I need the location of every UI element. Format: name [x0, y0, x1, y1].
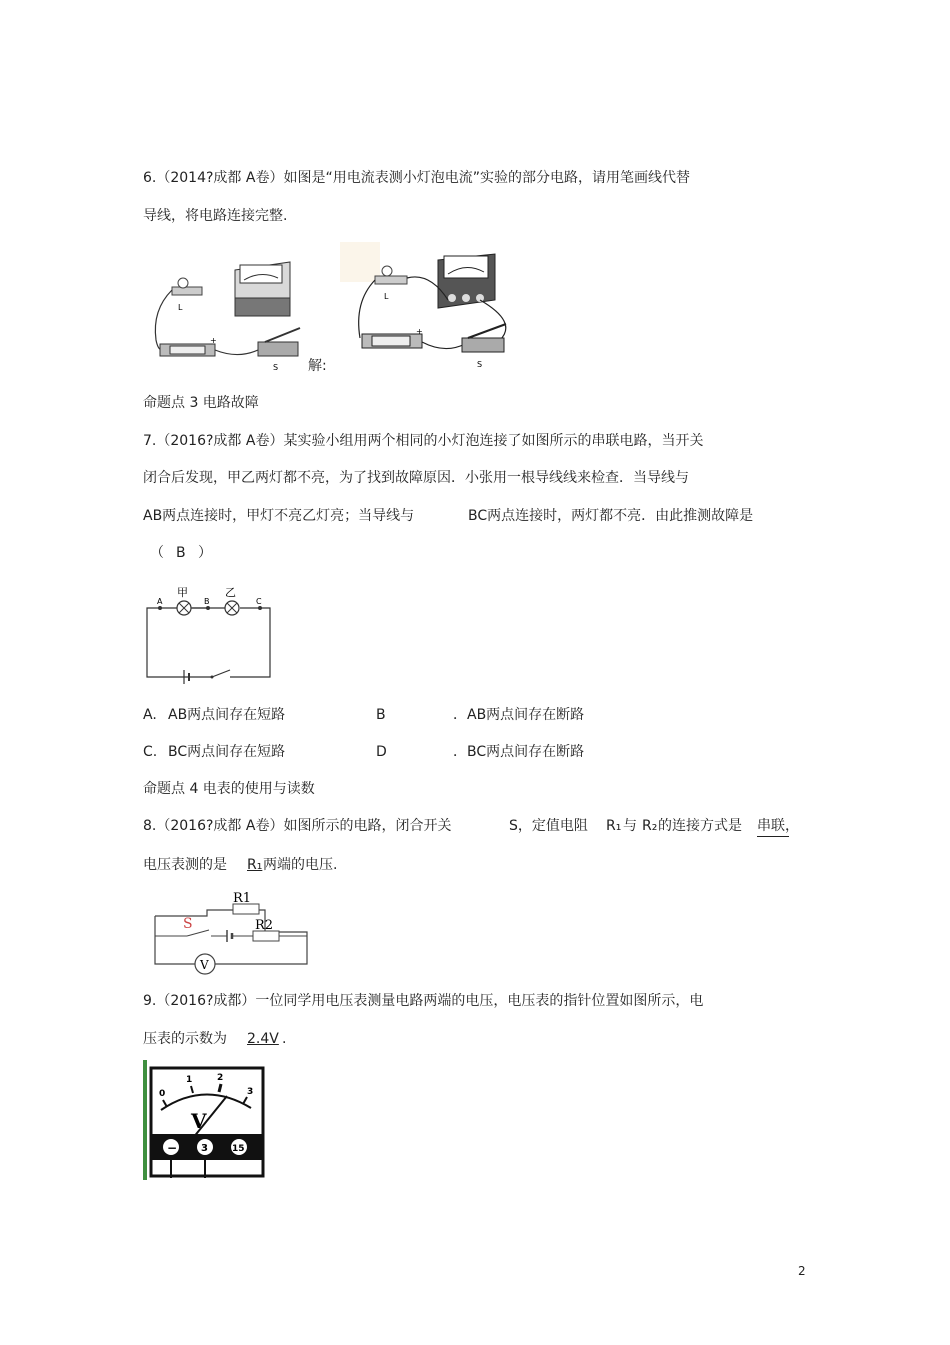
- q7-answer: B: [176, 545, 186, 561]
- q7-label-jia: 甲: [177, 586, 188, 599]
- q9-line2b: .: [282, 1031, 287, 1047]
- q6-answer-label-plus: +: [416, 327, 423, 336]
- q9-tick-0: 0: [159, 1089, 166, 1099]
- page-number: 2: [798, 1264, 806, 1278]
- q7-line3a: AB两点连接时，甲灯不亮乙灯亮；当导线与: [143, 508, 415, 524]
- q8-answer2: R₁: [247, 857, 263, 873]
- q7-option-a-letter: A.: [143, 707, 157, 723]
- q7-option-c-text: BC两点间存在短路: [168, 744, 286, 760]
- q8-line1b: S，定值电阻: [509, 818, 588, 834]
- section-3-heading: 命题点 3 电路故障: [143, 395, 259, 411]
- q7-option-a-text: AB两点间存在短路: [168, 707, 286, 723]
- q9-voltmeter-figure: [143, 1060, 268, 1182]
- q7-option-c-letter: C.: [143, 744, 158, 760]
- q8-line2b: 两端的电压.: [263, 857, 338, 873]
- q9-terminal-15: 15: [232, 1144, 245, 1154]
- q9-tick-3: 3: [247, 1087, 254, 1097]
- q6-label-S: S: [273, 363, 279, 372]
- q9-tick-1: 1: [186, 1075, 193, 1085]
- q8-line2a: 电压表测的是: [143, 857, 227, 873]
- q7-node-B: B: [204, 597, 210, 606]
- q7-answer-close: ）: [198, 545, 212, 561]
- q8-label-R1: R1: [233, 892, 252, 906]
- q8-yu: 与: [623, 818, 637, 834]
- q7-option-b-text: ．AB两点间存在断路: [453, 707, 585, 723]
- q8-r2: R₂: [642, 818, 658, 834]
- q8-line1a: 8.（2016?成都 A卷）如图所示的电路，闭合开关: [143, 818, 452, 834]
- q8-line1c: 的连接方式是: [658, 818, 742, 834]
- q8-label-V: V: [200, 958, 209, 972]
- q7-circuit-figure: [142, 580, 277, 685]
- q7-line2: 闭合后发现，甲乙两灯都不亮，为了找到故障原因．小张用一根导线线来检查．当导线与: [143, 470, 689, 486]
- q7-answer-open: （: [150, 545, 164, 561]
- q9-line2a: 压表的示数为: [143, 1031, 227, 1047]
- q6-label-plus: +: [210, 336, 217, 345]
- q9-tick-2: 2: [217, 1073, 224, 1083]
- q8-r1: R₁: [606, 818, 622, 834]
- q6-answer-figure: [340, 242, 520, 374]
- q8-label-R2: R2: [255, 918, 274, 933]
- q9-terminal-3: 3: [201, 1143, 208, 1154]
- q6-line1: 6.（2014?成都 A卷）如图是“用电流表测小灯泡电流”实验的部分电路，请用笔画线代替: [143, 170, 690, 186]
- q6-label-L: L: [178, 303, 183, 312]
- q8-label-S: S: [183, 916, 193, 932]
- q9-line1: 9.（2016?成都）一位同学用电压表测量电路两端的电压，电压表的指针位置如图所示，电: [143, 993, 704, 1009]
- q7-option-d-letter: D: [376, 744, 387, 760]
- q9-label-V: V: [191, 1109, 207, 1133]
- q7-line1: 7.（2016?成都 A卷）某实验小组用两个相同的小灯泡连接了如图所示的串联电路，当开关: [143, 433, 704, 449]
- section-4-heading: 命题点 4 电表的使用与读数: [143, 781, 315, 797]
- q9-terminal-neg: −: [167, 1141, 178, 1155]
- q7-line3b: BC两点连接时，两灯都不亮．由此推测故障是: [468, 508, 754, 524]
- q7-option-d-text: ．BC两点间存在断路: [453, 744, 585, 760]
- q6-answer-label: 解:: [308, 358, 327, 374]
- q8-circuit-figure: [147, 892, 315, 976]
- q6-circuit-figure: [140, 250, 310, 375]
- q6-line2: 导线，将电路连接完整.: [143, 208, 288, 224]
- q7-option-b-letter: B: [376, 707, 386, 723]
- q7-label-yi: 乙: [225, 586, 236, 599]
- q7-node-C: C: [256, 597, 262, 606]
- q6-answer-label-L: L: [384, 292, 389, 301]
- q8-answer1: 串联，: [757, 816, 789, 837]
- q9-answer: 2.4V: [247, 1031, 279, 1047]
- q6-answer-label-S: S: [477, 360, 483, 369]
- q7-node-A: A: [157, 597, 163, 606]
